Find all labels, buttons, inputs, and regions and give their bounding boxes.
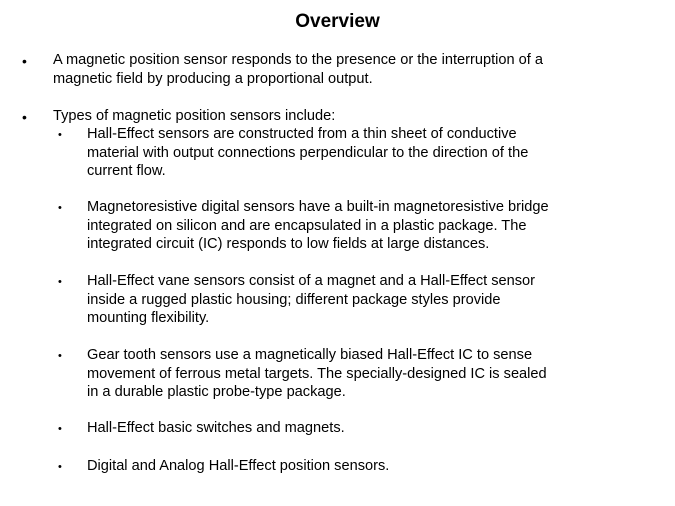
bullet-text: A magnetic position sensor responds to the presence or the interruption of a magnetic field by producing a proportional output. (53, 52, 543, 87)
bullet-marker: • (22, 109, 27, 125)
subbullet-marker: • (58, 202, 62, 214)
subbullet-text: Hall-Effect vane sensors consist of a magnet and a Hall-Effect sensor inside a rugged plastic housing; different package styles provide mounting flexibility. (87, 273, 536, 326)
subbullet-text: Hall-Effect sensors are constructed from a thin sheet of conductive material with output connections perpendicular to the direction of the current flow. (87, 126, 529, 179)
subbullet-marker: • (58, 423, 62, 435)
subbullet-text: Gear tooth sensors use a magnetically biased Hall-Effect IC to sense movement of ferrous metal targets. The specially-designed IC is sealed in a durable plastic probe-type package. (87, 347, 547, 400)
slide-title: Overview (295, 11, 380, 32)
subbullet-marker: • (58, 461, 62, 473)
subbullet-marker: • (58, 129, 62, 141)
subbullet-text: Digital and Analog Hall-Effect position sensors. (87, 458, 390, 474)
subbullet-text: Hall-Effect basic switches and magnets. (87, 420, 345, 436)
bullet-text: Types of magnetic position sensors include: (53, 108, 336, 124)
subbullet-marker: • (58, 350, 62, 362)
bullet-marker: • (22, 53, 27, 69)
subbullet-marker: • (58, 276, 62, 288)
subbullet-text: Magnetoresistive digital sensors have a built-in magnetoresistive bridge integrated on silicon and are encapsulated in a plastic package. The integrated circuit (IC) responds to low fields at large distances. (87, 199, 549, 252)
